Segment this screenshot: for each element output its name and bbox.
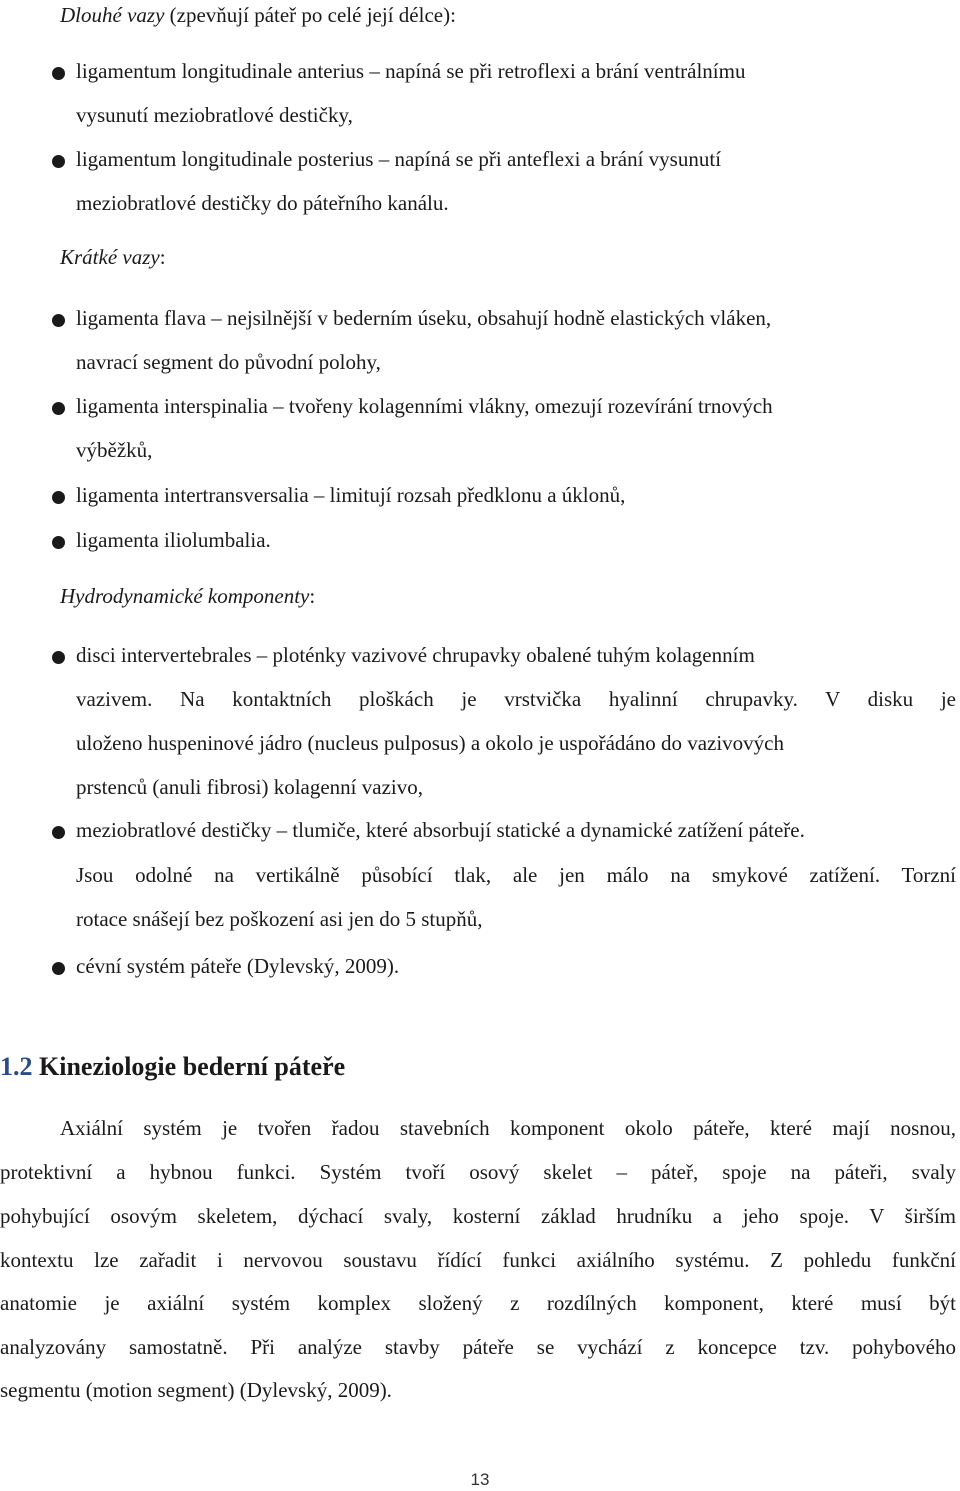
long-ligaments-heading-italic: Dlouhé vazy: [60, 3, 165, 27]
paragraph-line: Axiální systém je tvořen řadou stavebních komponent okolo páteře, které mají nosnou,: [60, 1116, 956, 1140]
short-ligaments-heading: [60, 244, 166, 270]
bullet-icon: [52, 155, 65, 168]
bullet-icon: [52, 67, 65, 80]
list-item-line: ligamenta intertransversalia – limitují rozsah předklonu a úklonů,: [76, 483, 626, 507]
list-item-line: ligamentum longitudinale posterius – napíná se při anteflexi a brání vysunutí: [76, 147, 722, 171]
paragraph-line: kontextu lze zařadit i nervovou soustavu řídící funkci axiálního systému. Z pohledu funkční: [0, 1248, 956, 1272]
list-item-line: uloženo huspeninové jádro (nucleus pulposus) a okolo je uspořádáno do vazivových: [76, 731, 785, 755]
list-item-line: meziobratlové destičky do páteřního kanálu.: [76, 191, 449, 215]
list-item-line: cévní systém páteře (Dylevský, 2009).: [76, 954, 400, 978]
short-ligaments-heading-italic: Krátké vazy: [60, 245, 160, 269]
bullet-icon: [52, 651, 65, 664]
short-ligaments-heading-rest: :: [159, 245, 166, 269]
list-item-line: ligamenta flava – nejsilnější v bederním úseku, obsahují hodně elastických vláken,: [76, 306, 772, 330]
list-item-line: meziobratlové destičky – tlumiče, které absorbují statické a dynamické zatížení páteře.: [76, 818, 805, 842]
list-item-line: disci intervertebrales – ploténky vazivové chrupavky obalené tuhým kolagenním: [76, 643, 755, 667]
hydrodynamic-heading-italic: Hydrodynamické komponenty: [60, 584, 310, 608]
page-number: 13: [470, 1470, 490, 1489]
section-title: Kineziologie bederní páteře: [32, 1052, 346, 1081]
paragraph-line: segmentu (motion segment) (Dylevský, 2009).: [0, 1378, 392, 1402]
list-item-line: výběžků,: [76, 438, 153, 462]
hydrodynamic-heading: [60, 583, 315, 609]
section-heading: [0, 1052, 345, 1082]
paragraph-line: analyzovány samostatně. Při analýze stavby páteře se vychází z koncepce tzv. pohybového: [0, 1335, 956, 1359]
list-item-line: vazivem. Na kontaktních ploškách je vrstvička hyalinní chrupavky. V disku je: [76, 687, 956, 711]
list-item-line: ligamenta interspinalia – tvořeny kolagenními vlákny, omezují rozevírání trnových: [76, 394, 773, 418]
bullet-icon: [52, 536, 65, 549]
bullet-icon: [52, 402, 65, 415]
hydrodynamic-heading-rest: :: [309, 584, 316, 608]
long-ligaments-heading: [60, 2, 456, 28]
paragraph-line: anatomie je axiální systém komplex složený z rozdílných komponent, které musí být: [0, 1291, 956, 1315]
bullet-icon: [52, 962, 65, 975]
list-item-line: vysunutí meziobratlové destičky,: [76, 103, 353, 127]
long-ligaments-heading-rest: (zpevňují páteř po celé její délce):: [164, 3, 456, 27]
list-item-line: ligamenta iliolumbalia.: [76, 528, 271, 552]
bullet-icon: [52, 314, 65, 327]
paragraph-line: protektivní a hybnou funkci. Systém tvoří osový skelet – páteř, spoje na páteři, svaly: [0, 1160, 956, 1184]
section-number: 1.2: [0, 1052, 33, 1081]
list-item-line: Jsou odolné na vertikálně působící tlak, ale jen málo na smykové zatížení. Torzní: [76, 863, 956, 887]
list-item-line: navrací segment do původní polohy,: [76, 350, 381, 374]
bullet-icon: [52, 826, 65, 839]
list-item-line: ligamentum longitudinale anterius – napíná se při retroflexi a brání ventrálnímu: [76, 59, 746, 83]
list-item-line: prstenců (anuli fibrosi) kolagenní vazivo,: [76, 775, 423, 799]
bullet-icon: [52, 491, 65, 504]
list-item-line: rotace snášejí bez poškození asi jen do 5 stupňů,: [76, 907, 483, 931]
paragraph-line: pohybující osovým skeletem, dýchací svaly, kosterní základ hrudníku a jeho spoje. V širším: [0, 1204, 956, 1228]
